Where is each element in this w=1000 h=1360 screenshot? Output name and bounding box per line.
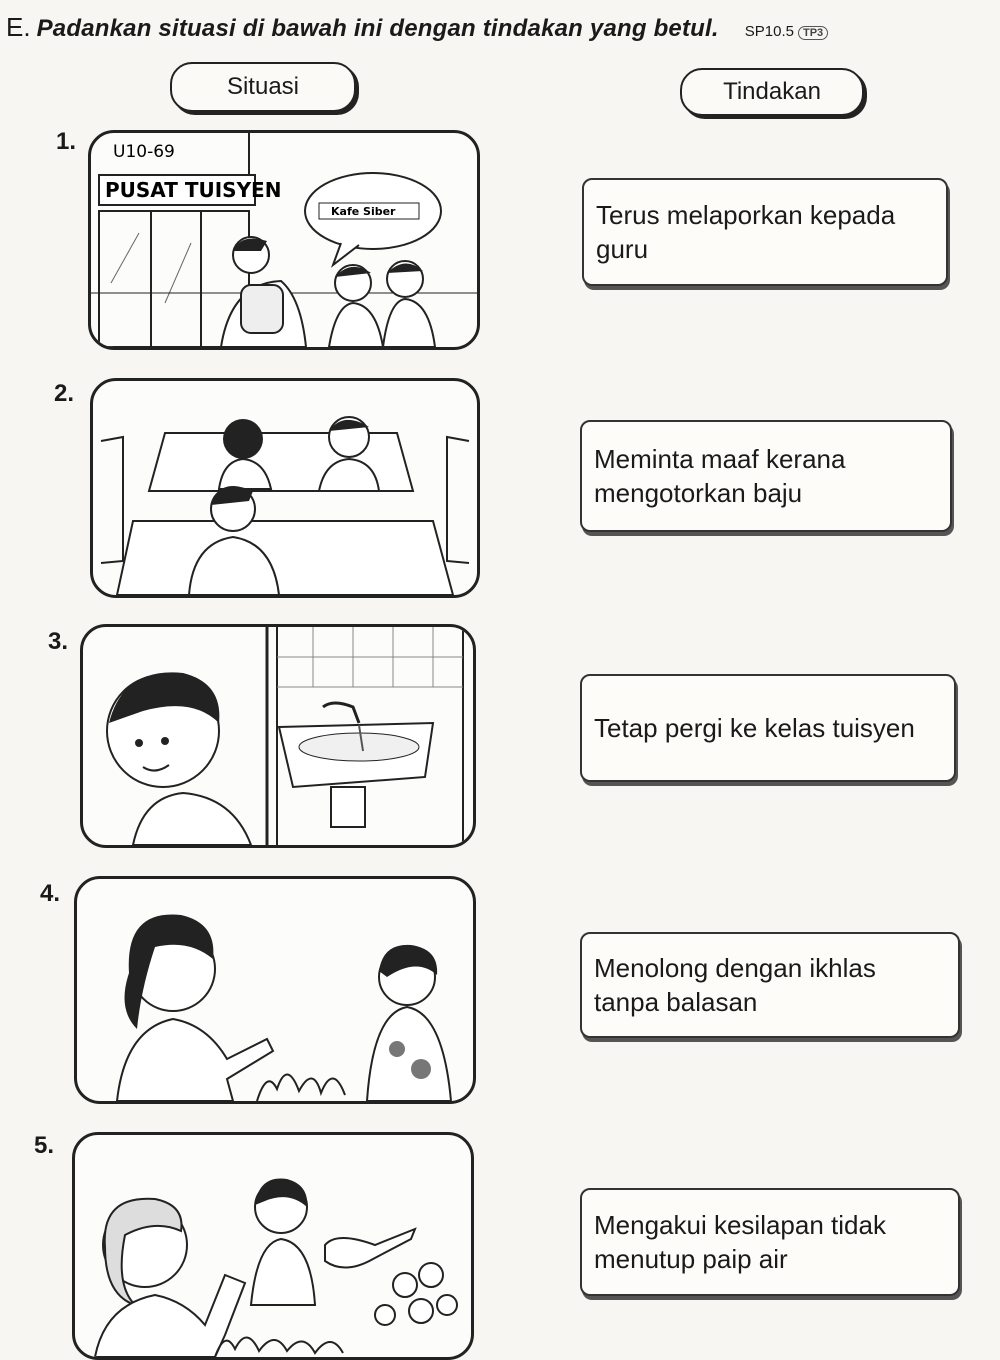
section-letter: E. bbox=[6, 12, 31, 42]
tuition-centre-scene bbox=[91, 133, 477, 347]
action-option-2[interactable] bbox=[580, 420, 952, 532]
tuition-sign-label: PUSAT TUISYEN bbox=[105, 178, 282, 202]
action-text: Menolong dengan ikhlas tanpa balasan bbox=[594, 953, 876, 1017]
situation-number: 2. bbox=[54, 380, 75, 407]
action-option-5[interactable] bbox=[580, 1188, 960, 1296]
level-badge: TP3 bbox=[798, 26, 828, 40]
situation-number: 1. bbox=[56, 128, 77, 155]
tindakan-heading: Tindakan bbox=[680, 68, 864, 116]
cafe-sign-label: Kafe Siber bbox=[331, 205, 396, 218]
instruction-text: Padankan situasi di bawah ini dengan tindakan yang betul. bbox=[36, 15, 719, 42]
action-option-4[interactable] bbox=[580, 932, 960, 1038]
helping-elder-scene bbox=[75, 1135, 471, 1357]
action-text: Meminta maaf kerana mengotorkan baju bbox=[594, 444, 846, 508]
situation-4-illustration bbox=[74, 876, 476, 1104]
action-text: Tetap pergi ke kelas tuisyen bbox=[594, 713, 915, 743]
muddy-shirt-scene bbox=[77, 879, 473, 1101]
action-option-3[interactable] bbox=[580, 674, 956, 782]
situation-number: 5. bbox=[34, 1132, 55, 1159]
action-text: Terus melaporkan kepada guru bbox=[596, 200, 896, 264]
exercise-header bbox=[6, 12, 996, 52]
action-option-1[interactable] bbox=[582, 178, 948, 286]
action-text: Mengakui kesilapan tidak menutup paip air bbox=[594, 1210, 886, 1274]
situation-1-illustration bbox=[88, 130, 480, 350]
situasi-heading: Situasi bbox=[170, 62, 356, 112]
situation-5-illustration bbox=[72, 1132, 474, 1360]
classroom-scene bbox=[93, 381, 477, 595]
situation-number: 3. bbox=[48, 628, 69, 655]
situation-number: 4. bbox=[40, 880, 61, 907]
unit-code-label: U10-69 bbox=[113, 142, 175, 162]
situation-2-illustration bbox=[90, 378, 480, 598]
syllabus-code: SP10.5 bbox=[744, 23, 794, 40]
situation-3-illustration bbox=[80, 624, 476, 848]
running-tap-scene bbox=[83, 627, 473, 845]
